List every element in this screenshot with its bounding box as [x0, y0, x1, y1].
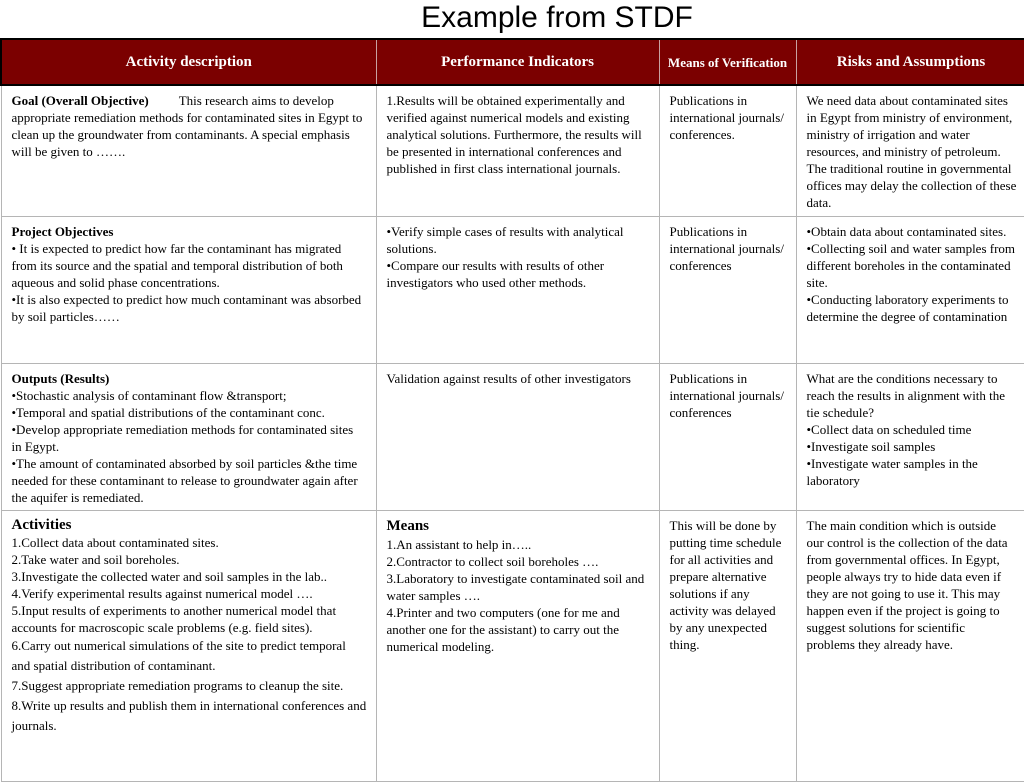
activities-heading: Activities: [11, 517, 72, 533]
list-item: 4.Verify experimental results against numerical model ….: [11, 586, 313, 601]
cell-objectives-activity: [1, 217, 376, 364]
goal-heading: Goal (Overall Objective): [11, 93, 149, 108]
list-item: 7.Suggest appropriate remediation programs to cleanup the site.: [11, 678, 344, 693]
header-row: [1, 39, 1024, 85]
list-item: •Compare our results with results of other investigators who used other methods.: [386, 258, 605, 290]
list-item: 2.Contractor to collect soil boreholes ….: [386, 554, 599, 569]
list-item: •Investigate water samples in the laboratory: [806, 456, 978, 488]
list-item: •The amount of contaminated absorbed by soil particles &the time needed for these contaminant to release to groundwater again after the aquifer is remediated.: [11, 456, 358, 505]
goal-text: This research aims to develop appropriate remediation methods for contaminated sites in Egypt to clean up the groundwater from contaminants. A special emphasis will be given to …….: [11, 93, 363, 159]
header-performance-indicators: Performance Indicators: [376, 39, 659, 85]
list-item: •It is also expected to predict how much contaminant was absorbed by soil particles……: [11, 292, 362, 324]
list-item: 3.Investigate the collected water and soil samples in the lab..: [11, 569, 328, 584]
list-item: •Collect data on scheduled time: [806, 422, 972, 437]
cell-activities-activity: [1, 511, 376, 782]
cell-outputs-means: Publications in international journals/ conferences: [659, 364, 796, 511]
cell-goal-indicators: 1.Results will be obtained experimentally and verified against numerical models and existing analytical solutions. Furthermore, the results will be presented in international conferences and published in first class international journals.: [376, 85, 659, 217]
header-risks-and-assumptions: Risks and Assumptions: [796, 39, 1024, 85]
list-item: • It is expected to predict how far the contaminant has migrated from its source and the spatial and temporal distribution of both aqueous and solid phase concentrations.: [11, 241, 343, 290]
list-item: 3.Laboratory to investigate contaminated soil and water samples ….: [386, 571, 645, 603]
cell-objectives-means: Publications in international journals/ conferences: [659, 217, 796, 364]
list-item: •Verify simple cases of results with analytical solutions.: [386, 224, 624, 256]
list-item: What are the conditions necessary to reach the results in alignment with the tie schedule?: [806, 371, 1006, 420]
list-item: •Investigate soil samples: [806, 439, 936, 454]
cell-outputs-indicators: Validation against results of other investigators: [376, 364, 659, 511]
cell-outputs-risks: [796, 364, 1024, 511]
list-item: •Temporal and spatial distributions of the contaminant conc.: [11, 405, 325, 420]
list-item: 6.Carry out numerical simulations of the site to predict temporal and spatial distribution of contaminant.: [11, 638, 346, 673]
cell-activities-risks: The main condition which is outside our control is the collection of the data from governmental offices. In Egypt, people always try to hide data even if they are not going to use it. This may happen even if the project is going to suggest solutions for scientific problems they already have.: [796, 511, 1024, 782]
table-row-outputs: [1, 364, 1024, 511]
cell-objectives-indicators: [376, 217, 659, 364]
cell-goal-means: Publications in international journals/ conferences.: [659, 85, 796, 217]
header-activity-description: Activity description: [1, 39, 376, 85]
list-item: •Develop appropriate remediation methods for contaminated sites in Egypt.: [11, 422, 354, 454]
cell-objectives-risks: [796, 217, 1024, 364]
list-item: •Collecting soil and water samples from different boreholes in the contaminated site.: [806, 241, 1016, 290]
table-row-goal: [1, 85, 1024, 217]
table-row-activities: [1, 511, 1024, 782]
logframe-table: [0, 38, 1024, 782]
header-means-of-verification: Means of Verification: [659, 39, 796, 85]
list-item: 8.Write up results and publish them in international conferences and journals.: [11, 698, 367, 733]
cell-outputs-activity: [1, 364, 376, 511]
slide-title: Example from STDF: [421, 1, 693, 34]
list-item: 1.Collect data about contaminated sites.: [11, 535, 219, 550]
list-item: •Obtain data about contaminated sites.: [806, 224, 1007, 239]
cell-goal-activity: [1, 85, 376, 217]
list-item: 1.An assistant to help in…..: [386, 537, 532, 552]
list-item: •Conducting laboratory experiments to determine the degree of contamination: [806, 292, 1009, 324]
list-item: 4.Printer and two computers (one for me and another one for the assistant) to carry out the numerical modeling.: [386, 605, 620, 654]
means-heading: Means: [386, 518, 429, 534]
list-item: 2.Take water and soil boreholes.: [11, 552, 180, 567]
cell-activities-verification: This will be done by putting time schedule for all activities and prepare alternative solutions if any activity was delayed by any unexpected thing.: [659, 511, 796, 782]
table-row-project-objectives: [1, 217, 1024, 364]
cell-goal-risks: We need data about contaminated sites in Egypt from ministry of environment, ministry of irrigation and water resources, and ministry of petroleum. The traditional routine in governmental offices may delay the collection of these data.: [796, 85, 1024, 217]
list-item: •Stochastic analysis of contaminant flow &transport;: [11, 388, 287, 403]
objectives-heading: Project Objectives: [11, 224, 114, 239]
list-item: 5.Input results of experiments to another numerical model that accounts for macroscopic scale problems (e.g. field sites).: [11, 603, 337, 635]
cell-activities-means: [376, 511, 659, 782]
outputs-heading: Outputs (Results): [11, 371, 110, 386]
